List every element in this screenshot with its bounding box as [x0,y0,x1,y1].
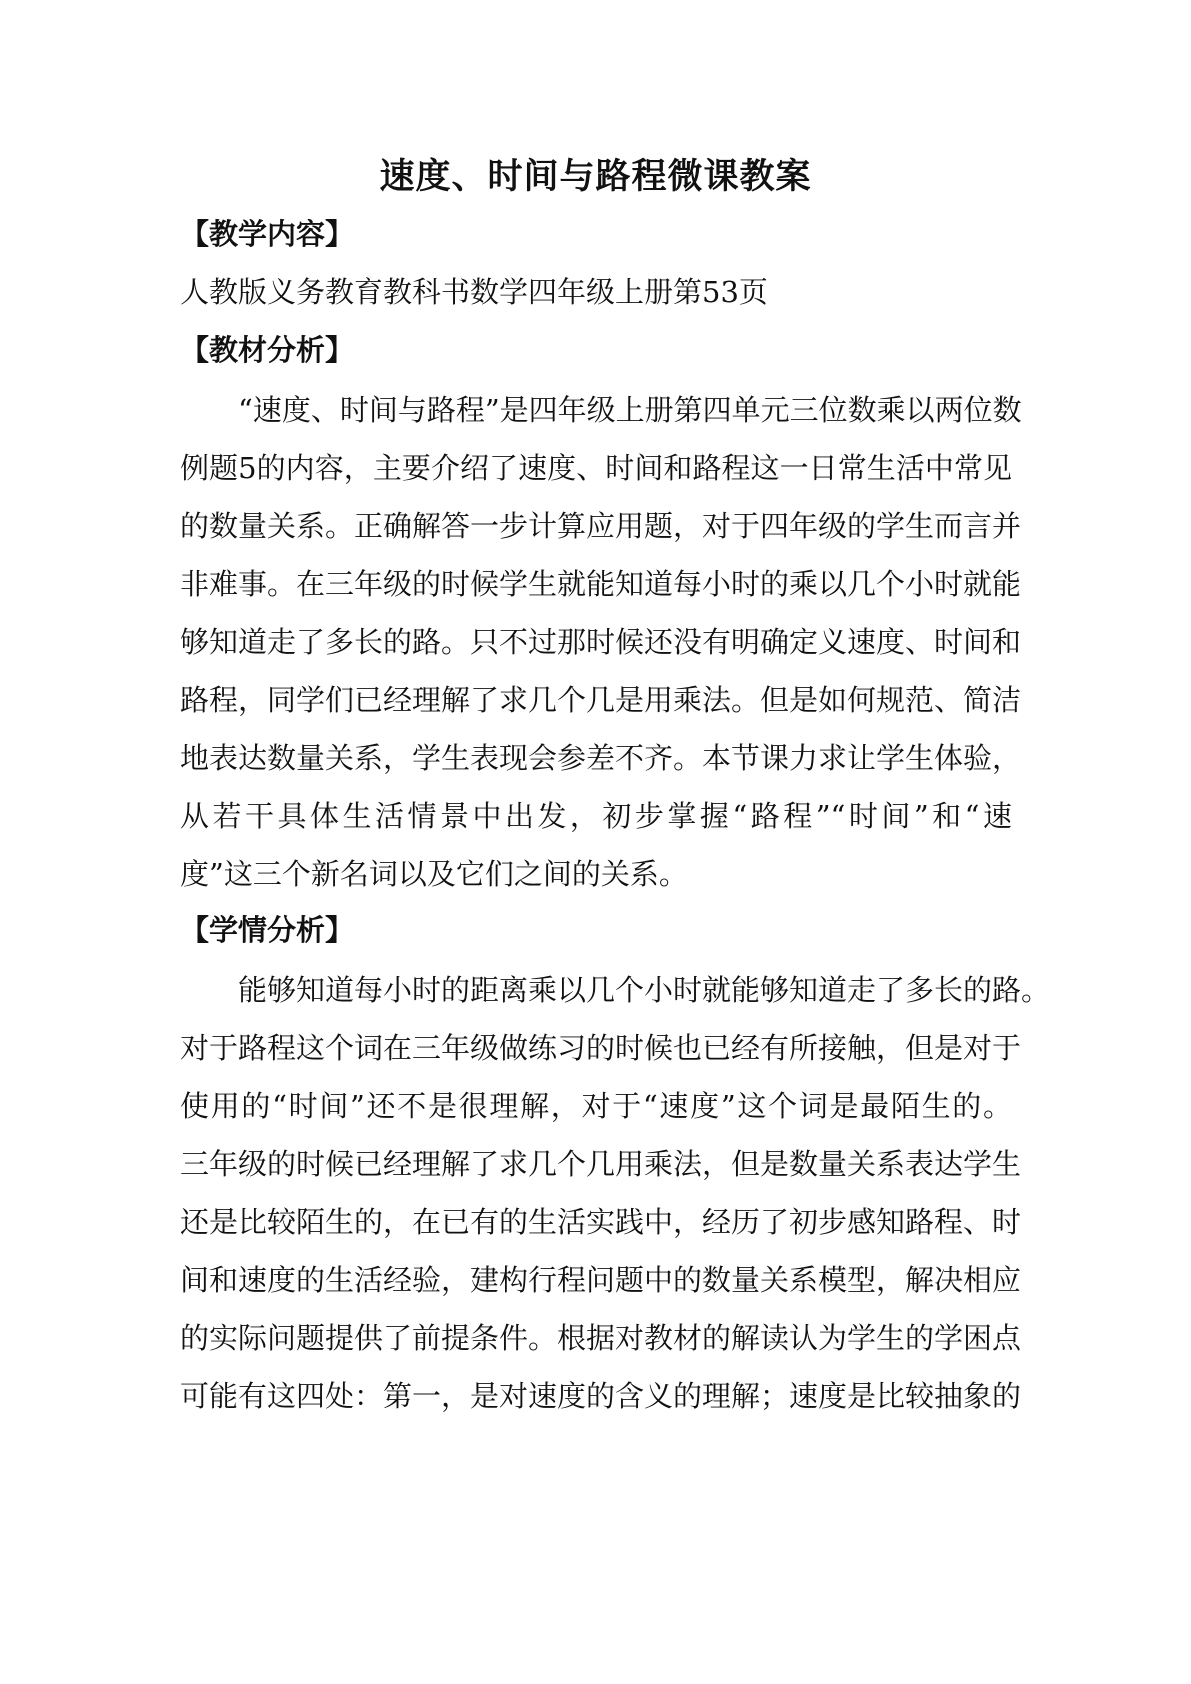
paragraph-line: 对于路程这个词在三年级做练习的时候也已经有所接触，但是对于 [180,1031,1022,1065]
paragraph-line: 够知道走了多长的路。只不过那时候还没有明确定义速度、时间和 [180,625,1022,659]
document-title: 速度、时间与路程微课教案 [379,156,812,197]
paragraph-line: 地表达数量关系，学生表现会参差不齐。本节课力求让学生体验， [180,741,1022,775]
paragraph-line: 从若干具体生活情景中出发，初步掌握“路程”“时间”和“速 [180,799,1012,833]
paragraph-line: “速度、时间与路程”是四年级上册第四单元三位数乘以两位数 [238,393,1022,427]
paragraph-line: 还是比较陌生的，在已有的生活实践中，经历了初步感知路程、时 [180,1205,1022,1239]
paragraph-line: 间和速度的生活经验，建构行程问题中的数量关系模型，解决相应 [180,1263,1022,1297]
paragraph-line: 人教版义务教育教科书数学四年级上册第53页 [180,275,768,309]
section-heading-textbook-analysis: 【教材分析】 [180,333,355,367]
paragraph-line: 例题5的内容，主要介绍了速度、时间和路程这一日常生活中常见 [180,451,1012,485]
paragraph-line: 非难事。在三年级的时候学生就能知道每小时的乘以几个小时就能 [180,567,1022,601]
section-heading-learner-analysis: 【学情分析】 [180,913,355,947]
paragraph-line: 三年级的时候已经理解了求几个几用乘法，但是数量关系表达学生 [180,1147,1022,1181]
paragraph-line: 的实际问题提供了前提条件。根据对教材的解读认为学生的学困点 [180,1321,1022,1355]
paragraph-line: 路程，同学们已经理解了求几个几是用乘法。但是如何规范、简洁 [180,683,1022,717]
section-heading-teaching-content: 【教学内容】 [180,217,355,251]
paragraph-line: 使用的“时间”还不是很理解，对于“速度”这个词是最陌生的。 [180,1089,1012,1123]
paragraph-line: 可能有这四处：第一，是对速度的含义的理解；速度是比较抽象的 [180,1379,1022,1413]
paragraph-line: 能够知道每小时的距离乘以几个小时就能够知道走了多长的路。 [238,973,1051,1007]
paragraph-line: 的数量关系。正确解答一步计算应用题，对于四年级的学生而言并 [180,509,1022,543]
paragraph-line: 度”这三个新名词以及它们之间的关系。 [180,857,688,891]
